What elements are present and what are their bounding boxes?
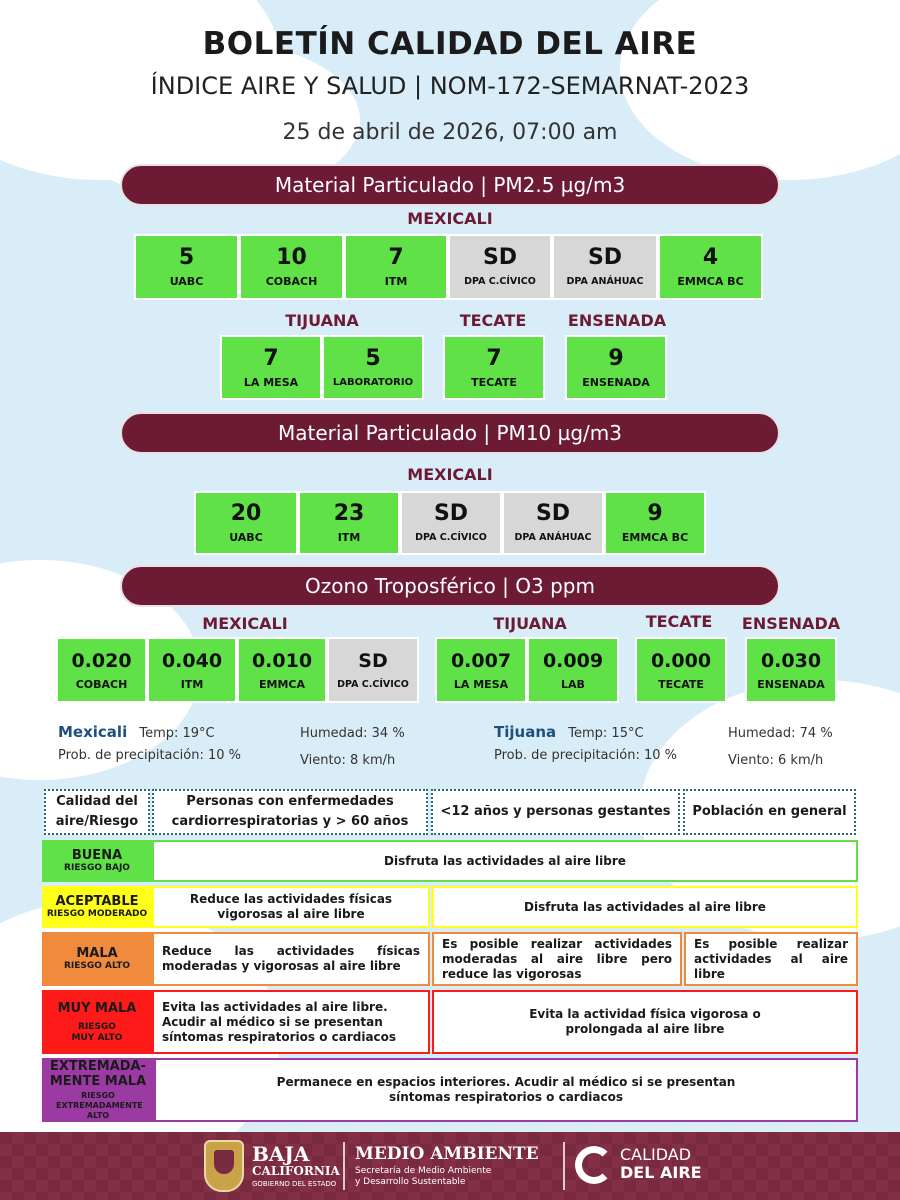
- medio-ambiente-sub-1: Secretaría de Medio Ambiente: [355, 1166, 492, 1176]
- o3-value: 0.030: [760, 650, 822, 672]
- station-name: LABORATORIO: [332, 376, 414, 388]
- station-name: COBACH: [75, 678, 128, 691]
- pm25-station-cell: [344, 234, 448, 300]
- pm25-mexicali-label: MEXICALI: [407, 209, 493, 228]
- o3-station-cell: [435, 637, 527, 703]
- baja-california-name: BAJA: [252, 1142, 310, 1166]
- station-name: EMMCA: [259, 678, 305, 691]
- o3-banner: Ozono Troposférico | O3 ppm: [120, 565, 780, 607]
- pm25-tecate-label: TECATE: [459, 311, 527, 330]
- pm25-station-cell: [658, 234, 763, 300]
- tijuana-precip: Prob. de precipitación: 10 %: [494, 748, 678, 763]
- station-name: ITM: [384, 275, 408, 288]
- station-name: DPA C.CÍVICO: [464, 276, 536, 287]
- medio-ambiente-title: MEDIO AMBIENTE: [355, 1144, 539, 1164]
- pm25-value: 10: [276, 245, 307, 270]
- pm25-value: 7: [486, 345, 502, 371]
- footer: [0, 1132, 900, 1200]
- station-name: TECATE: [658, 678, 704, 691]
- muy-mala-message-cardio: Evita las actividades al aire libre. Acudir al médico si se presentan síntomas respiratorios o cardiacos: [152, 990, 430, 1054]
- baja-california-shield-icon: [204, 1140, 244, 1192]
- level-risk: RIESGO MUY ALTO: [71, 1021, 123, 1043]
- pm10-value: 20: [230, 501, 262, 526]
- station-name: UABC: [229, 531, 263, 544]
- baja-california-sub: GOBIERNO DEL ESTADO: [252, 1180, 337, 1188]
- o3-station-cell: [147, 637, 237, 703]
- station-name: EMMCA BC: [677, 275, 744, 288]
- pm25-station-cell: [565, 335, 667, 400]
- level-buena: [42, 840, 152, 882]
- station-name: COBACH: [265, 275, 318, 288]
- pm10-station-cell: [194, 491, 298, 555]
- level-risk: RIESGO ALTO: [63, 961, 131, 971]
- pm25-value: 5: [365, 345, 381, 371]
- level-name: EXTREMADA-MENTE MALA: [49, 1059, 147, 1089]
- tijuana-wind: Viento: 6 km/h: [728, 753, 824, 768]
- pm10-mexicali-label: MEXICALI: [407, 465, 493, 484]
- o3-tijuana-label: TIJUANA: [493, 614, 567, 633]
- station-name: ITM: [180, 678, 204, 691]
- pm25-station-cell: [448, 234, 552, 300]
- medio-ambiente-sub-2: y Desarrollo Sustentable: [355, 1177, 466, 1187]
- o3-station-cell: [237, 637, 327, 703]
- pm10-station-cell: [400, 491, 502, 555]
- station-name: DPA ANÁHUAC: [566, 276, 644, 287]
- baja-california-name-2: CALIFORNIA: [252, 1164, 340, 1178]
- mala-message-cardio: Reduce las actividades físicas moderadas y vigorosas al aire libre: [152, 932, 430, 986]
- calidad-del-aire-line-2: DEL AIRE: [620, 1163, 702, 1182]
- pm25-ensenada-label: ENSENADA: [567, 311, 667, 330]
- pm25-value: SD: [482, 245, 518, 270]
- pm25-value: 7: [263, 345, 279, 371]
- station-name: DPA C.CÍVICO: [415, 532, 487, 543]
- pm10-value: 9: [647, 501, 663, 526]
- footer-divider: [563, 1142, 565, 1190]
- station-name: ITM: [337, 531, 361, 544]
- calidad-del-aire-logo-icon: [575, 1146, 613, 1184]
- pm10-station-cell: [298, 491, 400, 555]
- pm25-value: 7: [388, 245, 404, 270]
- station-name: LAB: [561, 678, 585, 691]
- pm25-station-cell: [220, 335, 322, 400]
- level-name: MALA: [76, 946, 118, 961]
- pm10-value: 23: [333, 501, 365, 526]
- o3-value: 0.020: [71, 650, 132, 672]
- station-name: LA MESA: [243, 375, 299, 389]
- level-name: BUENA: [71, 848, 123, 863]
- mexicali-wind: Viento: 8 km/h: [300, 753, 396, 768]
- pm25-tijuana-label: TIJUANA: [285, 311, 359, 330]
- table-header-cardio: Personas con enfermedades cardiorrespiratorias y > 60 años: [152, 789, 428, 835]
- pm25-value: 5: [178, 245, 195, 270]
- pm25-value: 9: [608, 345, 624, 371]
- o3-value: 0.010: [251, 650, 313, 672]
- pm25-value: 4: [702, 245, 719, 270]
- level-name: ACEPTABLE: [55, 894, 139, 909]
- level-name: MUY MALA: [57, 1000, 137, 1016]
- aceptable-message-general: Disfruta las actividades al aire libre: [432, 886, 858, 928]
- tijuana-temp: Temp: 15°C: [568, 726, 644, 741]
- pm25-value: SD: [587, 245, 623, 270]
- station-name: LA MESA: [453, 678, 509, 691]
- station-name: DPA C.CÍVICO: [337, 679, 409, 690]
- o3-mexicali-label: MEXICALI: [202, 614, 288, 633]
- extremadamente-mala-message: Permanece en espacios interiores. Acudir al médico si se presentan síntomas respiratorios o cardiacos: [154, 1058, 858, 1122]
- pm10-station-cell: [604, 491, 706, 555]
- page-subtitle: ÍNDICE AIRE Y SALUD | NOM-172-SEMARNAT-2023: [150, 72, 750, 100]
- table-header-risk: Calidad del aire/Riesgo: [44, 789, 150, 835]
- buena-message: Disfruta las actividades al aire libre: [152, 840, 858, 882]
- tijuana-humidity: Humedad: 74 %: [728, 726, 833, 741]
- calidad-del-aire-line-1: CALIDAD: [620, 1145, 692, 1164]
- o3-ensenada-label: ENSENADA: [741, 614, 841, 633]
- o3-station-cell: [56, 637, 147, 703]
- level-extremadamente-mala: [42, 1058, 154, 1122]
- tijuana-weather-heading: [494, 723, 644, 741]
- mala-message-general: Es posible realizar actividades al aire libre: [684, 932, 858, 986]
- station-name: EMMCA BC: [621, 531, 689, 544]
- mexicali-humidity: Humedad: 34 %: [300, 726, 405, 741]
- footer-divider: [343, 1142, 345, 1190]
- o3-value: 0.009: [542, 650, 604, 672]
- mexicali-city-name: Mexicali: [58, 723, 128, 741]
- pm25-station-cell: [443, 335, 545, 400]
- level-risk: RIESGO MODERADO: [46, 909, 148, 919]
- station-name: ENSENADA: [757, 678, 825, 691]
- o3-tecate-label: TECATE: [645, 612, 713, 631]
- pm10-value: SD: [433, 501, 469, 526]
- o3-value: 0.007: [450, 650, 512, 672]
- pm10-station-cell: [502, 491, 604, 555]
- mexicali-temp: Temp: 19°C: [139, 726, 215, 741]
- station-name: DPA ANÁHUAC: [514, 532, 592, 543]
- aceptable-message-cardio: Reduce las actividades físicas vigorosas al aire libre: [152, 886, 430, 928]
- pm25-station-cell: [134, 234, 239, 300]
- table-header-general: Población en general: [683, 789, 856, 835]
- pm25-station-cell: [552, 234, 658, 300]
- o3-value: 0.000: [650, 650, 712, 672]
- page-title: BOLETÍN CALIDAD DEL AIRE: [202, 26, 698, 62]
- station-name: TECATE: [471, 375, 517, 389]
- o3-value: SD: [358, 650, 388, 672]
- o3-station-cell: [527, 637, 619, 703]
- mala-message-children: Es posible realizar actividades moderadas al aire libre pero reduce las vigorosas: [432, 932, 682, 986]
- o3-station-cell: [745, 637, 837, 703]
- station-name: UABC: [169, 275, 204, 288]
- pm25-station-cell: [239, 234, 344, 300]
- bulletin-date: 25 de abril de 2026, 07:00 am: [282, 120, 618, 145]
- o3-station-cell: [635, 637, 727, 703]
- table-header-children: <12 años y personas gestantes: [431, 789, 680, 835]
- muy-mala-message-general: Evita la actividad física vigorosa o prolongada al aire libre: [432, 990, 858, 1054]
- level-mala: [42, 932, 152, 986]
- pm25-banner: Material Particulado | PM2.5 µg/m3: [120, 164, 780, 206]
- o3-value: 0.040: [161, 650, 223, 672]
- mexicali-weather-heading: [58, 723, 215, 741]
- pm10-banner: Material Particulado | PM10 µg/m3: [120, 412, 780, 454]
- mexicali-precip: Prob. de precipitación: 10 %: [58, 748, 242, 763]
- level-risk: RIESGO EXTREMADAMENTE ALTO: [56, 1091, 143, 1120]
- station-name: ENSENADA: [582, 375, 650, 389]
- level-risk: RIESGO BAJO: [64, 863, 130, 873]
- tijuana-city-name: Tijuana: [494, 723, 557, 741]
- pm25-station-cell: [322, 335, 424, 400]
- level-muy-mala: [42, 990, 152, 1054]
- pm10-value: SD: [535, 501, 571, 526]
- o3-station-cell: [327, 637, 419, 703]
- level-aceptable: [42, 886, 152, 928]
